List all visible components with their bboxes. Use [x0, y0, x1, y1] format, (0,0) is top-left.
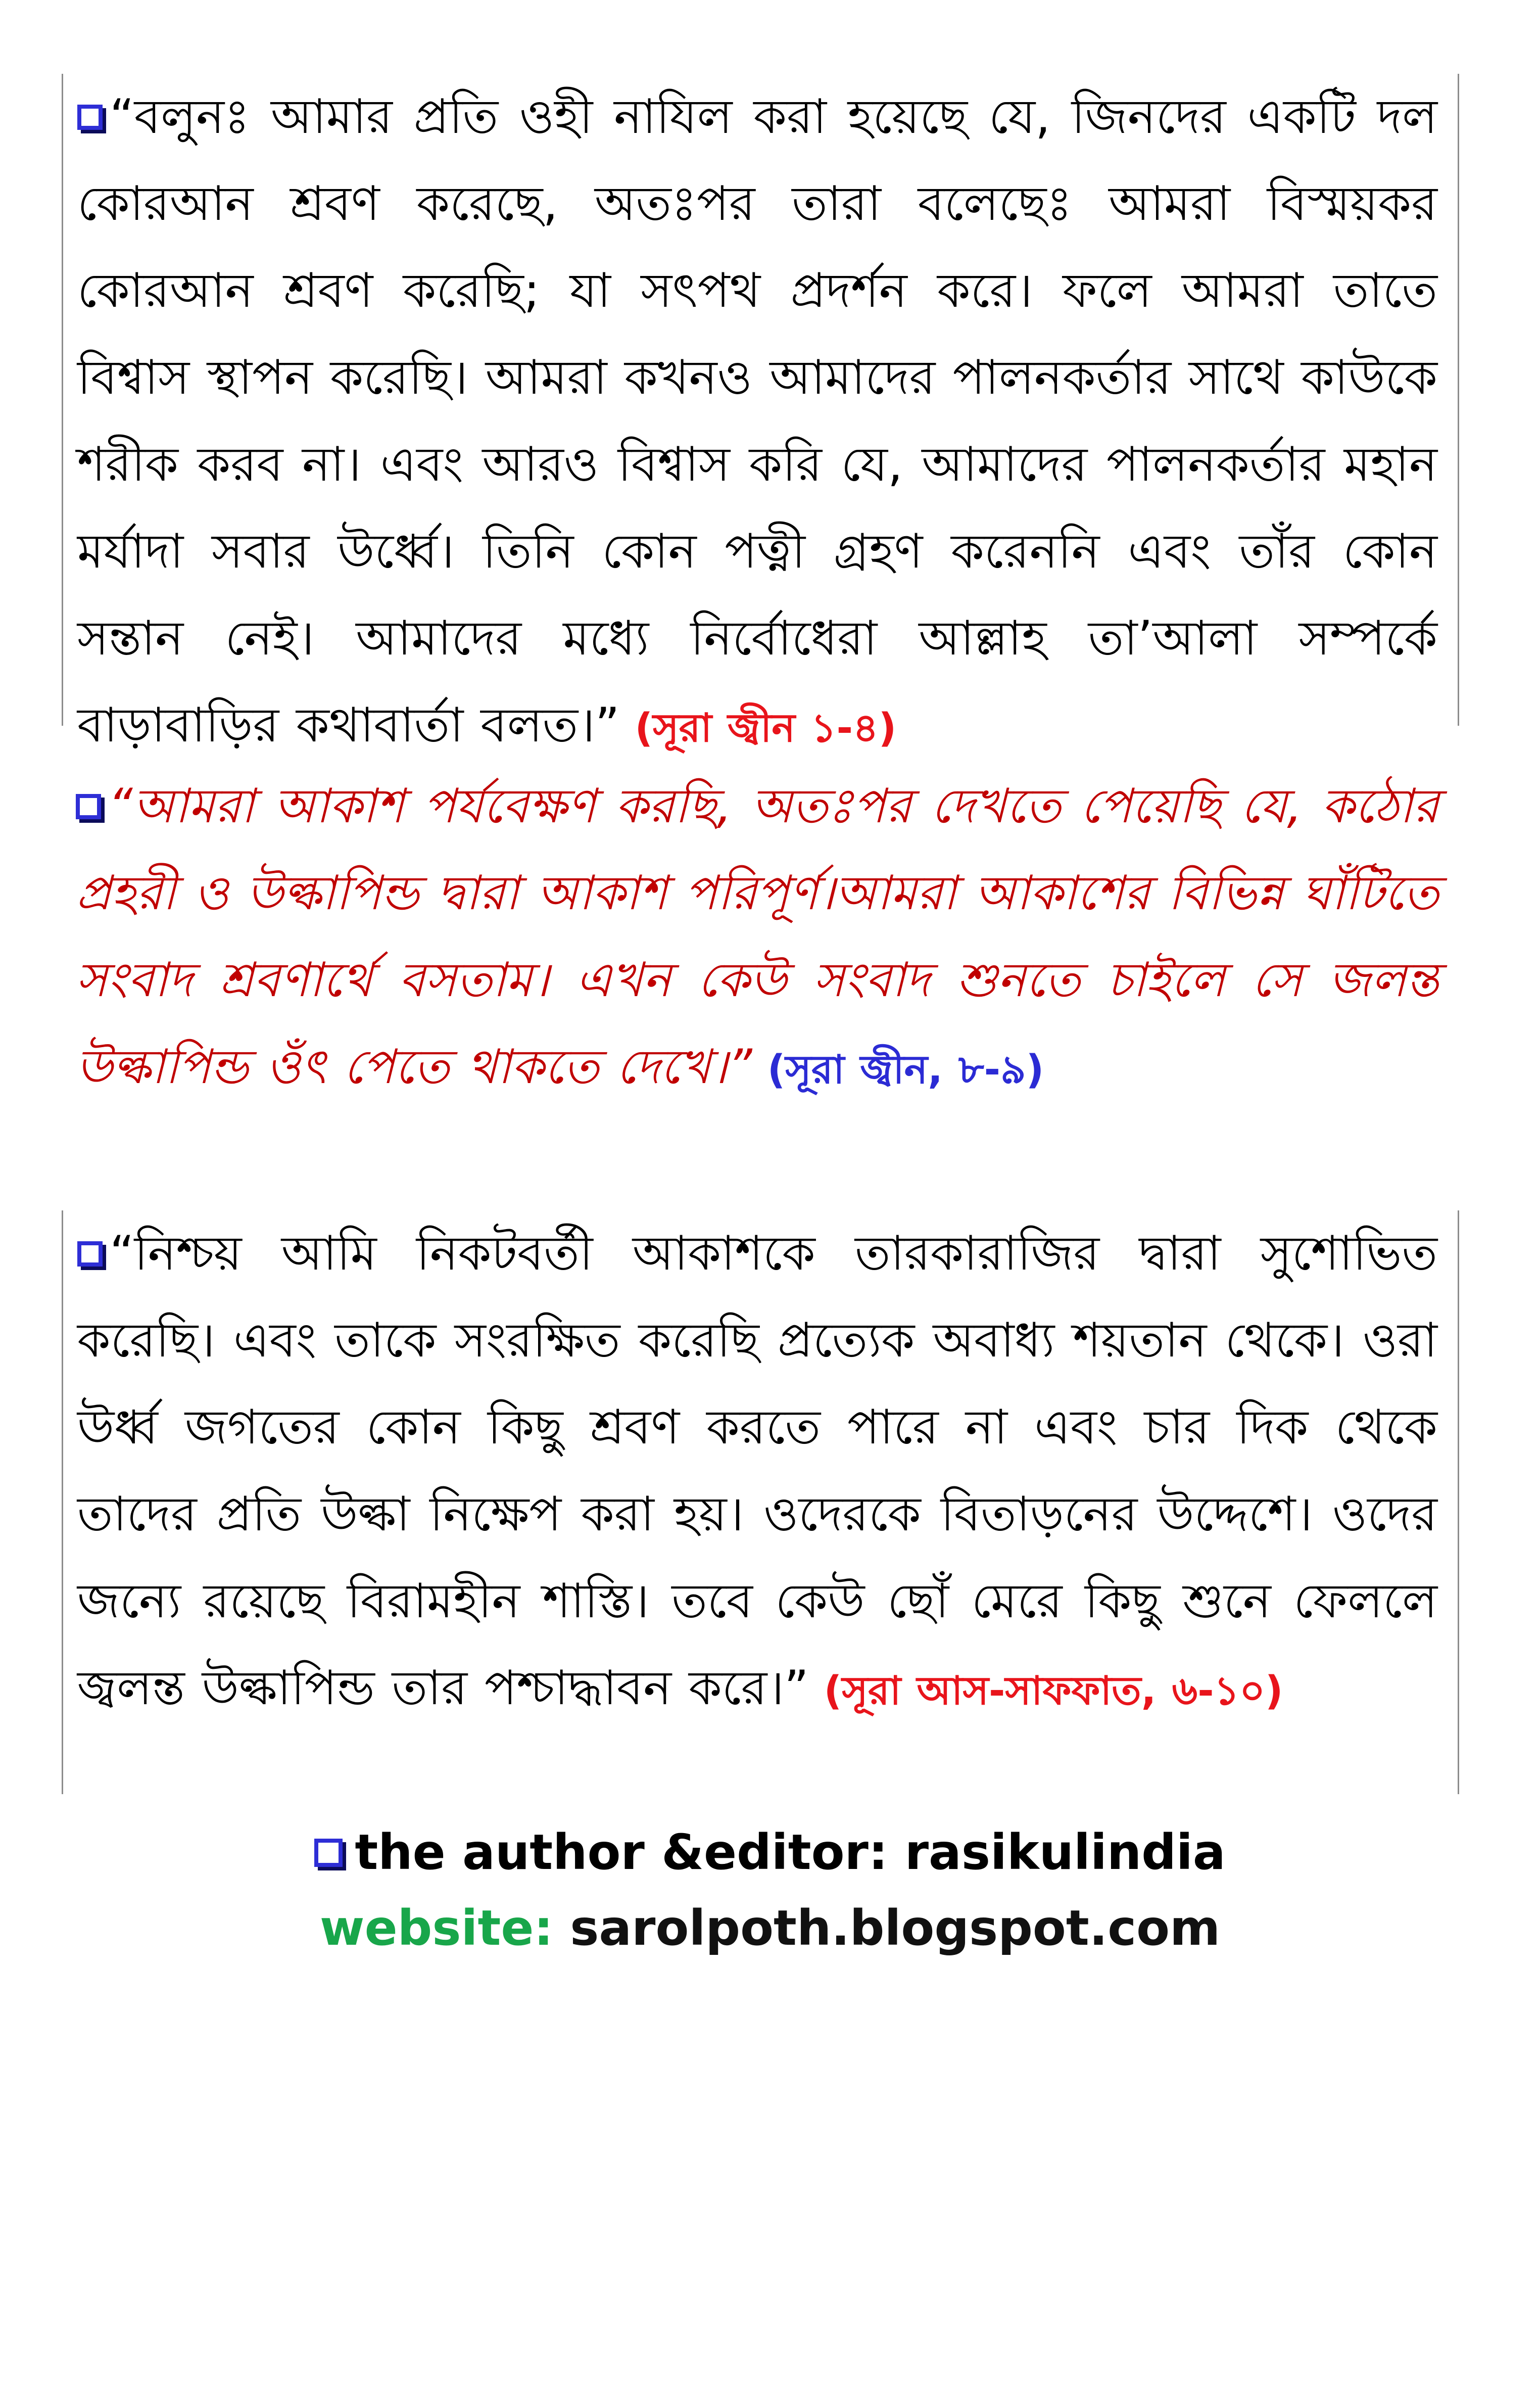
website-url[interactable]: sarolpoth.blogspot.com [570, 1900, 1221, 1956]
checkbox-icon [76, 794, 101, 819]
checkbox-icon [314, 1839, 343, 1867]
verse-reference-2: (সূরা জ্বীন, ৮-৯) [767, 1047, 1044, 1093]
verse-block-2 [62, 763, 1459, 1178]
verse-paragraph-2 [76, 763, 1439, 1113]
footer [0, 1814, 1540, 1966]
verse-text-1: “বলুনঃ আমার প্রতি ওহী নাযিল করা হয়েছে যে, জিনদের একটি দল কোরআন শ্রবণ করেছে, অতঃপর তারা বলেছেঃ আমরা বিস্ময়কর কোরআন শ্রবণ করেছি; যা সৎপথ প্রদর্শন করে। ফলে আমরা তাতে বিশ্বাস স্থাপন করেছি। আমরা কখনও আমাদের পালনকর্তার সাথে কাউকে শরীক করব না। এবং আরও বিশ্বাস করি যে, আমাদের পালনকর্তার মহান মর্যাদা সবার উর্ধ্বে। তিনি কোন পত্নী গ্রহণ করেননি এবং তাঁর কোন সন্তান নেই। আমাদের মধ্যে নির্বোধেরা আল্লাহ তা’আলা সম্পর্কে বাড়াবাড়ির কথাবার্তা বলত।” [77, 89, 1437, 753]
checkbox-icon [77, 1241, 103, 1267]
verse-reference-1: (সূরা জ্বীন ১-৪) [635, 706, 897, 751]
verse-paragraph-1 [77, 74, 1437, 772]
verse-block-1 [62, 74, 1459, 753]
verse-reference-3: (সূরা আস-সাফফাত, ৬-১০) [824, 1668, 1283, 1714]
verse-block-3 [62, 1210, 1459, 1794]
author-line [0, 1814, 1540, 1890]
verse-text-2: “আমরা আকাশ পর্যবেক্ষণ করছি, অতঃপর দেখতে পেয়েছি যে, কঠোর প্রহরী ও উল্কাপিন্ড দ্বারা আকাশ পরিপূর্ণ।আমরা আকাশের বিভিন্ন ঘাঁটিতে সংবাদ শ্রবণার্থে বসতাম। এখন কেউ সংবাদ শুনতে চাইলে সে জলন্ত উল্কাপিন্ড ওঁৎ পেতে থাকতে দেখে।” [76, 779, 1439, 1095]
website-line [0, 1890, 1540, 1966]
verse-text-3: “নিশ্চয় আমি নিকটবর্তী আকাশকে তারকারাজির দ্বারা সুশোভিত করেছি। এবং তাকে সংরক্ষিত করেছি প্রত্যেক অবাধ্য শয়তান থেকে। ওরা উর্ধ্ব জগতের কোন কিছু শ্রবণ করতে পারে না এবং চার দিক থেকে তাদের প্রতি উল্কা নিক্ষেপ করা হয়। ওদেরকে বিতাড়নের উদ্দেশে। ওদের জন্যে রয়েছে বিরামহীন শাস্তি। তবে কেউ ছোঁ মেরে কিছু শুনে ফেললে জ্বলন্ত উল্কাপিন্ড তার পশ্চাদ্ধাবন করে।” [77, 1226, 1437, 1716]
website-label: website: [319, 1900, 553, 1956]
checkbox-icon [77, 105, 103, 130]
verse-paragraph-3 [77, 1210, 1437, 1735]
author-text: the author &editor: rasikulindia [355, 1824, 1226, 1881]
